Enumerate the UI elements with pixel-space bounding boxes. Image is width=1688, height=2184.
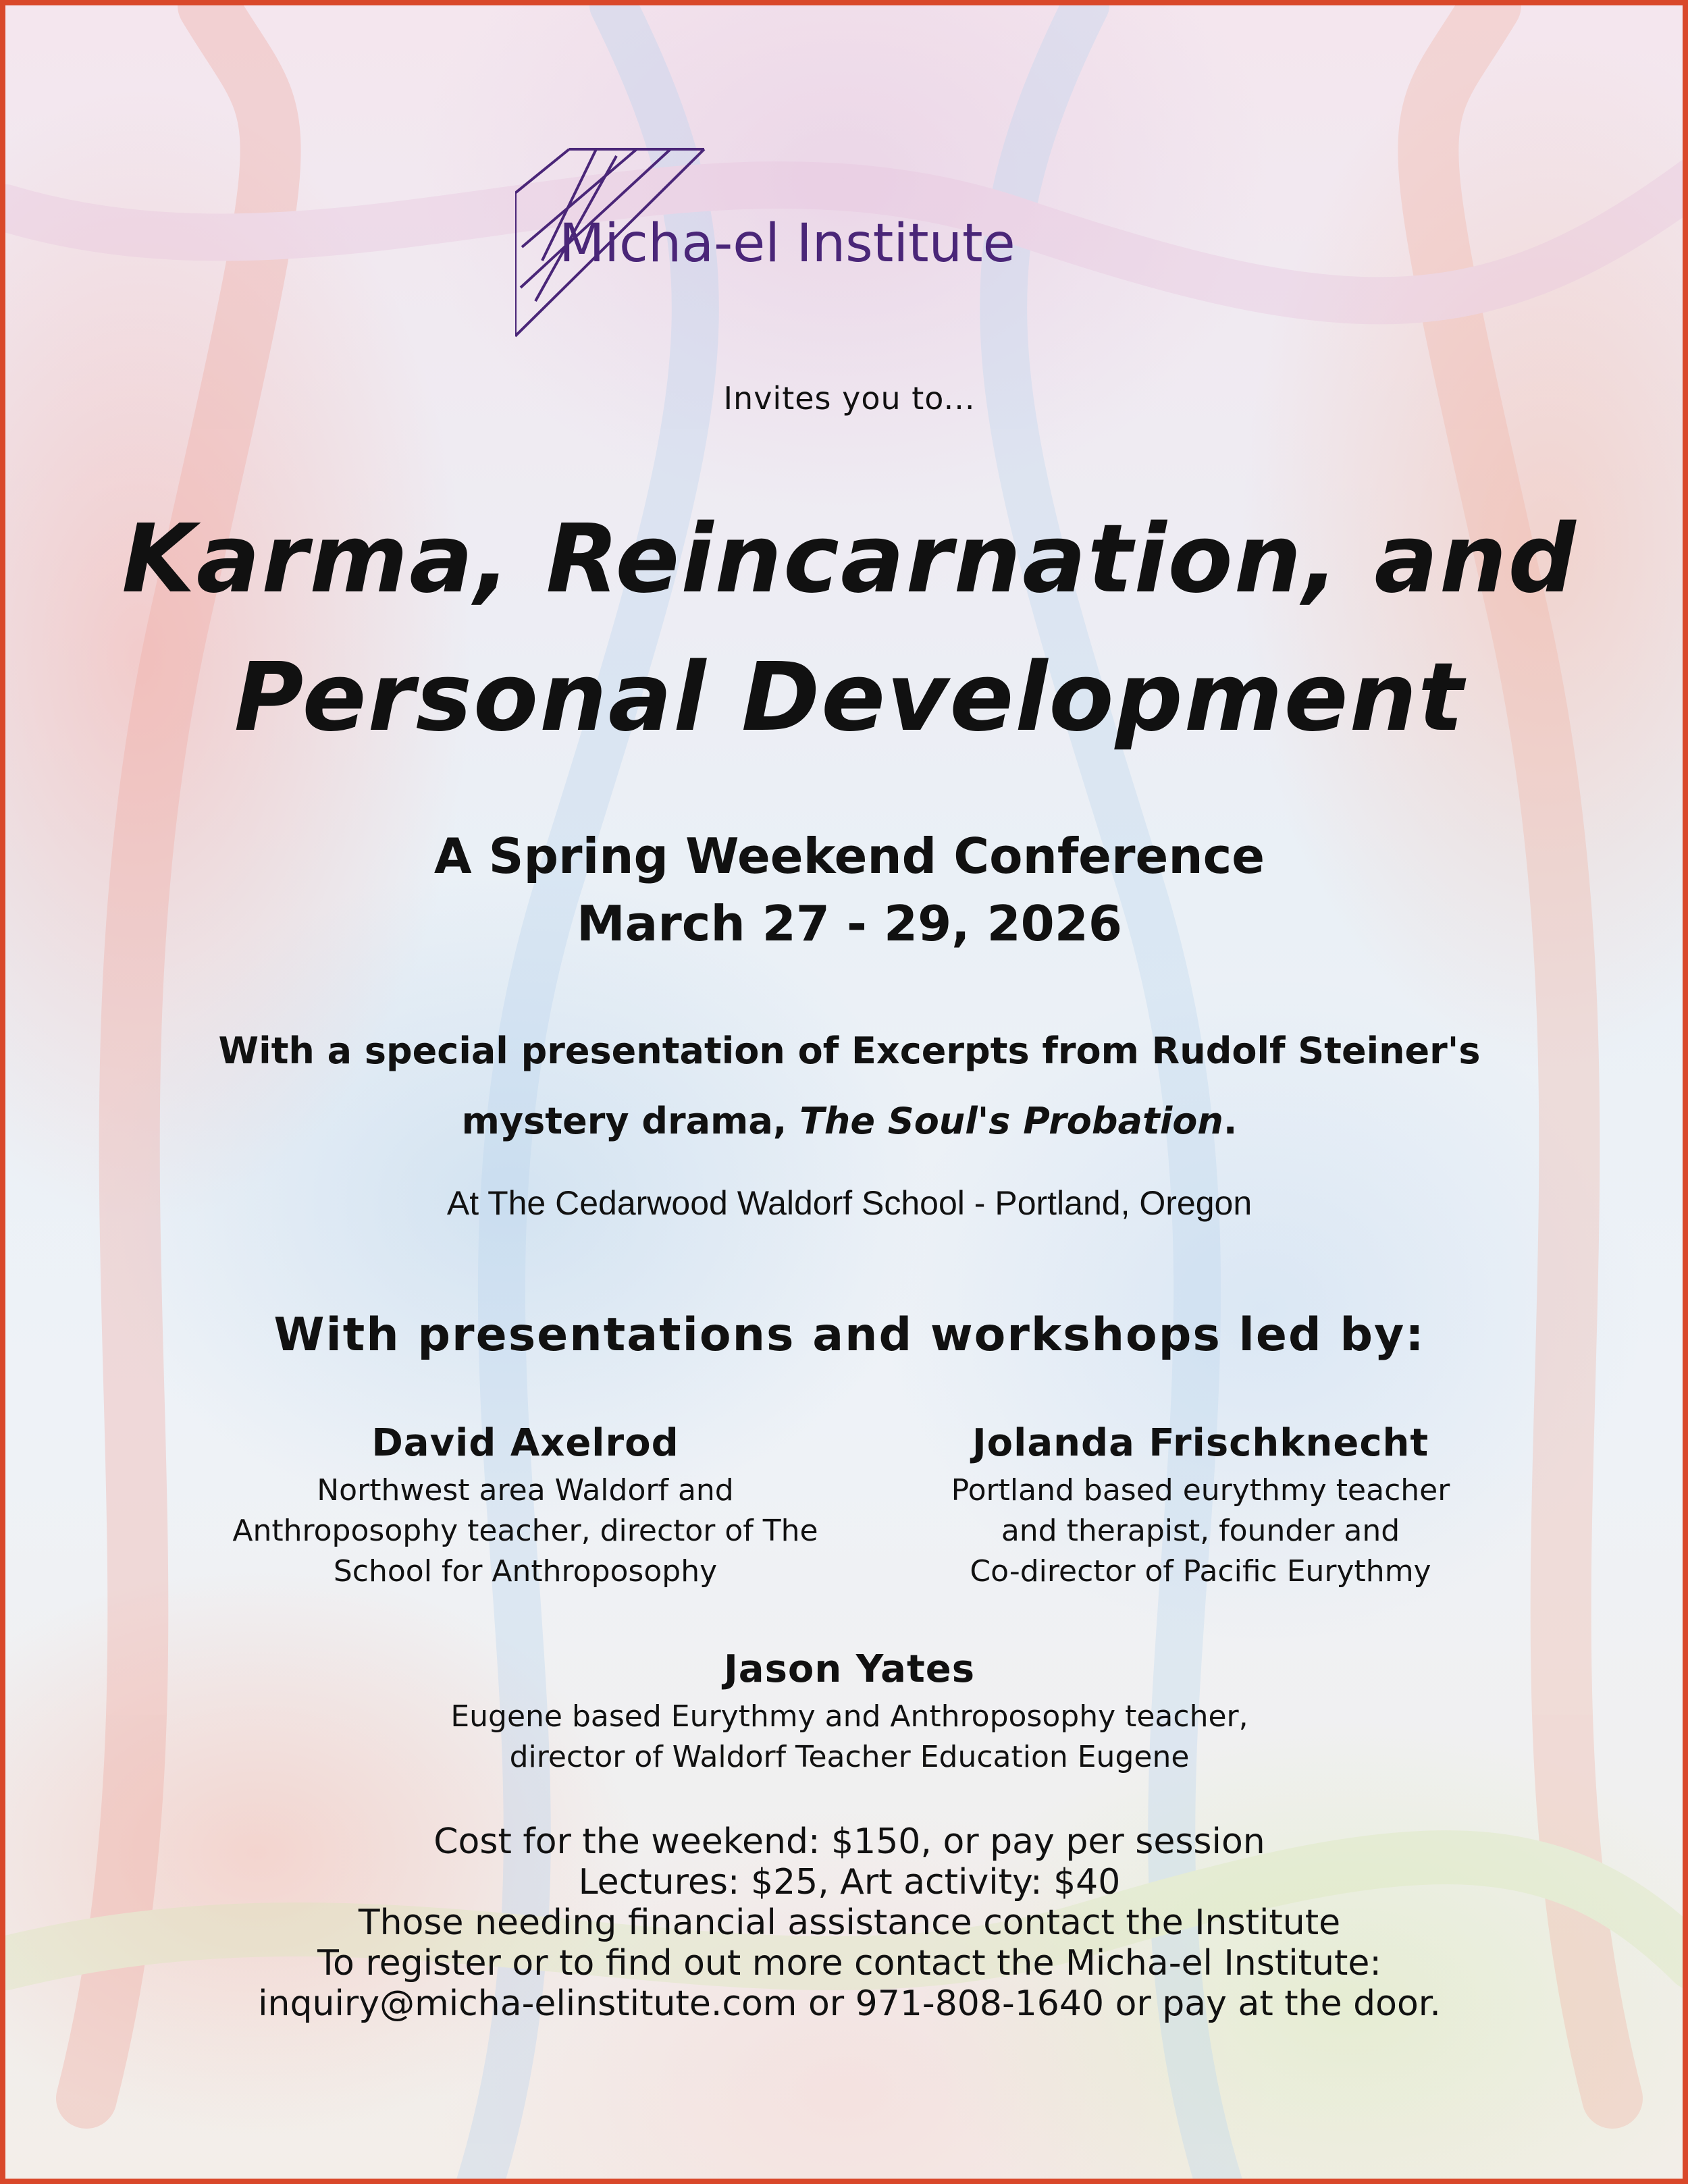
presenter-desc-line: and therapist, founder and	[1001, 1514, 1400, 1548]
drama-title: The Soul's Probation	[799, 1100, 1223, 1142]
special-line-2-suffix: .	[1223, 1100, 1238, 1142]
invites-text: Invites you to...	[723, 380, 976, 417]
presenter-name: Jolanda Frischknecht	[972, 1421, 1429, 1465]
presenter-jolanda-frischknecht	[897, 1416, 1504, 1592]
event-title	[5, 490, 1688, 767]
conference-info	[5, 822, 1688, 957]
presenter-david-axelrod	[201, 1416, 849, 1592]
cost-line: Lectures: $25, Art activity: $40	[578, 1862, 1121, 1902]
conference-name: A Spring Weekend Conference	[433, 828, 1265, 884]
presenter-desc-line: director of Waldorf Teacher Education Eugene	[509, 1740, 1190, 1774]
venue: At The Cedarwood Waldorf School - Portland, Oregon	[446, 1184, 1252, 1222]
presenter-desc-line: Northwest area Waldorf and	[317, 1473, 734, 1508]
presenter-name: Jason Yates	[723, 1647, 976, 1691]
presenter-desc-line: Co-director of Pacific Eurythmy	[970, 1554, 1431, 1589]
presenter-name: David Axelrod	[371, 1421, 679, 1465]
special-line-2-prefix: mystery drama,	[461, 1100, 800, 1142]
title-line-2: Personal Development	[234, 643, 1465, 753]
cost-line: Cost for the weekend: $150, or pay per session	[433, 1821, 1265, 1862]
presenter-desc-line: Portland based eurythmy teacher	[951, 1473, 1450, 1508]
contact-line: inquiry@micha-elinstitute.com or 971-808-1640 or pay at the door.	[258, 1983, 1441, 2024]
special-line-2	[5, 1086, 1688, 1156]
presenter-desc-line: Eugene based Eurythmy and Anthroposophy teacher,	[450, 1699, 1248, 1734]
led-by-heading: With presentations and workshops led by:	[273, 1308, 1425, 1362]
cost-and-contact	[5, 1821, 1688, 2024]
special-line-1: With a special presentation of Excerpts from Rudolf Steiner's	[218, 1030, 1481, 1072]
special-presentation	[5, 1016, 1688, 1156]
logo-text: Micha-el Institute	[559, 213, 1016, 274]
cost-line: To register or to find out more contact the Micha-el Institute:	[317, 1943, 1381, 1983]
presenter-desc-line: Anthroposophy teacher, director of The	[232, 1514, 818, 1548]
presenter-jason-yates	[343, 1643, 1356, 1778]
presenter-desc-line: School for Anthroposophy	[333, 1554, 718, 1589]
cost-line: Those needing financial assistance contact the Institute	[358, 1902, 1341, 1943]
title-line-1: Karma, Reincarnation, and	[122, 504, 1577, 614]
conference-dates: March 27 - 29, 2026	[577, 895, 1122, 952]
